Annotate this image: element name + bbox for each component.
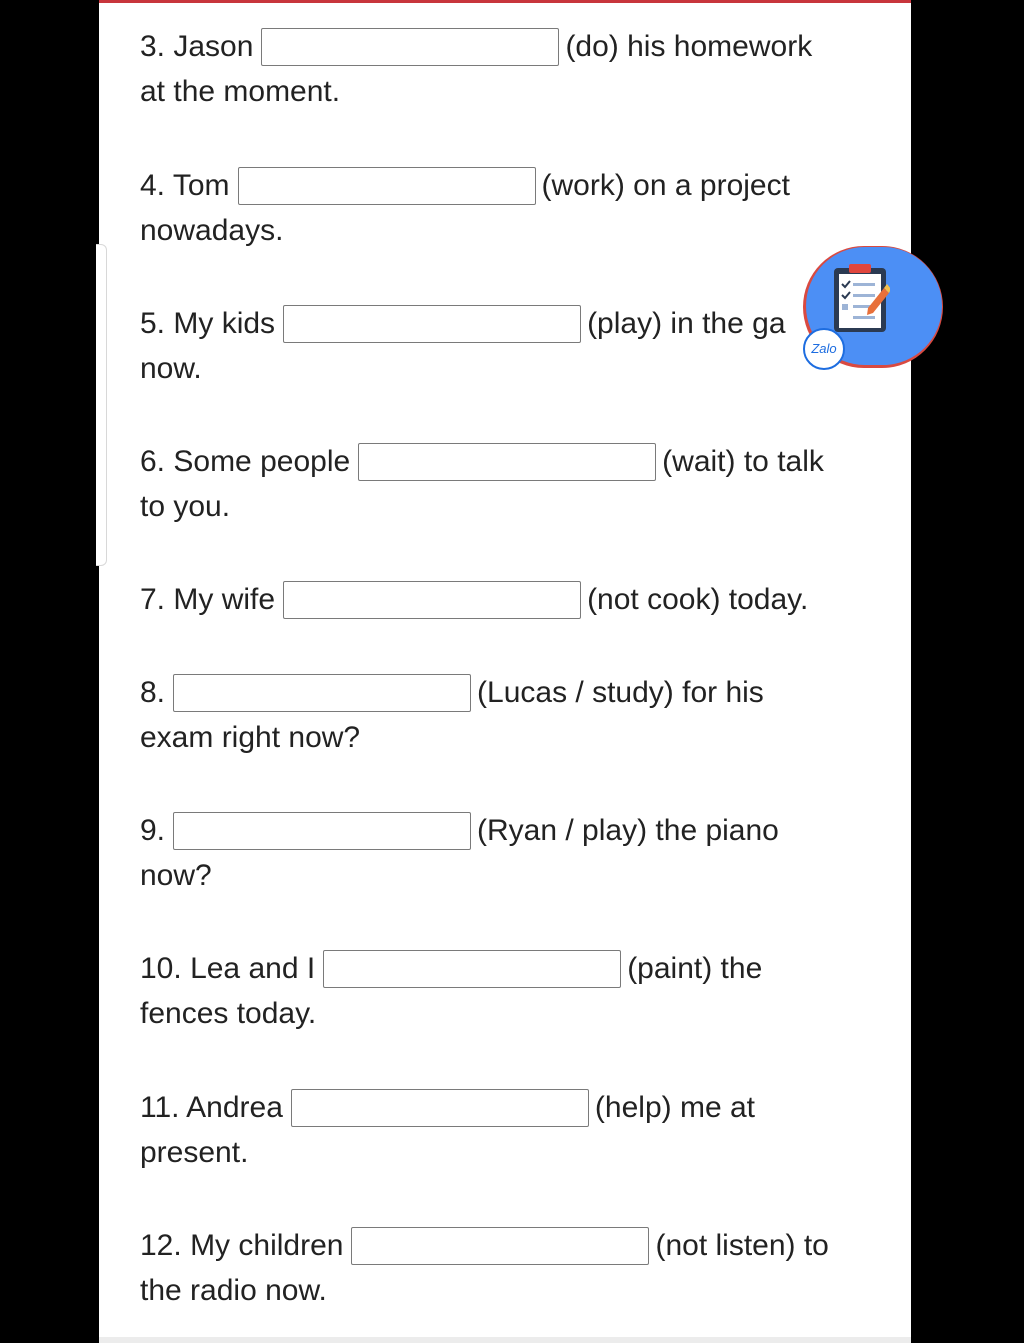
question-number: 4.: [140, 169, 166, 202]
answer-input-3[interactable]: [261, 28, 559, 66]
question-rest: exam right now?: [140, 721, 361, 754]
question-5: [140, 301, 880, 391]
question-10: [140, 946, 880, 1036]
page-bottom-strip: [99, 1337, 911, 1343]
question-rest: at the moment.: [140, 75, 341, 108]
question-4: [140, 163, 880, 253]
question-number: 3.: [140, 30, 166, 63]
question-hint: (Ryan / play) the piano: [477, 814, 779, 847]
question-subject: Tom: [172, 169, 230, 202]
question-rest: to you.: [140, 490, 231, 523]
question-6: [140, 439, 880, 529]
question-hint: (work) on a project: [541, 169, 790, 202]
question-rest: now.: [140, 352, 202, 385]
question-12: [140, 1223, 880, 1313]
question-7: [140, 577, 880, 622]
answer-input-8[interactable]: [173, 674, 471, 712]
question-9: [140, 808, 880, 898]
answer-input-10[interactable]: [323, 950, 621, 988]
answer-input-9[interactable]: [173, 812, 471, 850]
question-subject: Lea and I: [190, 952, 316, 985]
question-hint: (not cook) today.: [587, 583, 809, 616]
side-drawer-handle[interactable]: [96, 244, 107, 566]
question-subject: Jason: [173, 30, 254, 63]
question-number: 10.: [140, 952, 182, 985]
answer-input-6[interactable]: [358, 443, 656, 481]
question-hint: (paint) the: [627, 952, 763, 985]
question-number: 12.: [140, 1229, 182, 1262]
question-hint: (help) me at: [594, 1091, 755, 1124]
question-number: 9.: [140, 814, 166, 847]
question-number: 7.: [140, 583, 166, 616]
question-subject: My wife: [173, 583, 276, 616]
question-3: [140, 24, 880, 114]
answer-input-7[interactable]: [283, 581, 581, 619]
question-number: 6.: [140, 445, 166, 478]
question-number: 5.: [140, 307, 166, 340]
question-rest: fences today.: [140, 997, 317, 1030]
answer-input-12[interactable]: [351, 1227, 649, 1265]
question-subject: Some people: [173, 445, 351, 478]
question-number: 11.: [140, 1091, 180, 1124]
answer-input-11[interactable]: [291, 1089, 589, 1127]
zalo-badge: Zalo: [803, 328, 845, 370]
clipboard-checklist-icon: [830, 262, 890, 334]
question-hint: (Lucas / study) for his: [477, 676, 764, 709]
question-hint: (wait) to talk: [662, 445, 824, 478]
question-hint: (do) his homework: [565, 30, 813, 63]
question-rest: nowadays.: [140, 214, 284, 247]
answer-input-5[interactable]: [283, 305, 581, 343]
question-rest: the radio now.: [140, 1274, 327, 1307]
question-subject: My children: [190, 1229, 344, 1262]
question-hint: (play) in the ga: [587, 307, 786, 340]
question-subject: Andrea: [186, 1091, 283, 1124]
answer-input-4[interactable]: [238, 167, 536, 205]
question-11: [140, 1085, 880, 1175]
question-rest: now?: [140, 859, 212, 892]
question-number: 8.: [140, 676, 166, 709]
question-hint: (not listen) to: [655, 1229, 829, 1262]
question-subject: My kids: [173, 307, 276, 340]
question-8: [140, 670, 880, 760]
question-rest: present.: [140, 1136, 249, 1169]
